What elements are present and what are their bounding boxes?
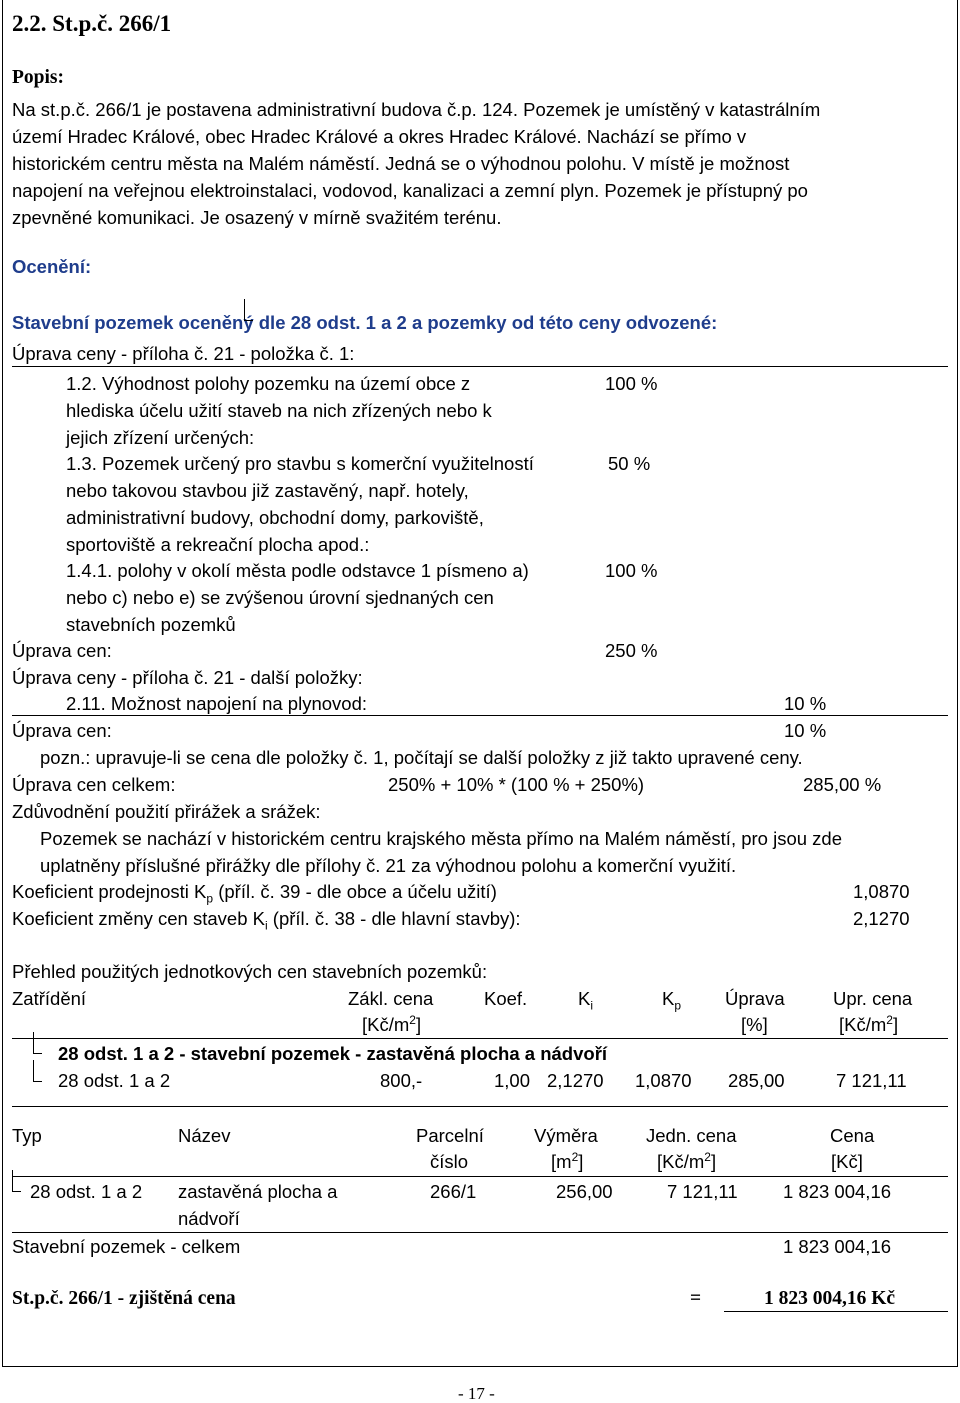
final-value: 1 823 004,16 Kč	[764, 1288, 896, 1309]
t2-head-jedn-unit: $[Kč/m^2]$	[657, 1149, 717, 1172]
item-line: jejich zřízení určených:	[66, 427, 255, 448]
divider	[12, 1038, 948, 1039]
item-line: 2.11. Možnost napojení na plynovod:	[66, 693, 368, 714]
uprava-cen-label: Úprava cen:	[12, 720, 112, 741]
uprava-cen-label: Úprava cen:	[12, 640, 112, 661]
popis-line: území Hradec Králové, obec Hradec Králové a okres Hradec Králové. Nachází se přímo v	[12, 126, 747, 147]
oceneni-label: Ocenění:	[12, 256, 92, 277]
divider	[12, 1176, 948, 1177]
t1-cell-uprava: 285,00	[728, 1070, 785, 1091]
zduvodneni-line: uplatněny příslušné přirážky dle přílohy č. 21 za výhodnou polohu a komerční využití.	[40, 855, 737, 876]
prehled-label: Přehled použitých jednotkových cen stavebních pozemků:	[12, 961, 488, 982]
t2-head-parc2: číslo	[430, 1151, 469, 1172]
section-mark	[33, 1032, 42, 1054]
divider	[12, 1232, 948, 1233]
t2-total-value: 1 823 004,16	[783, 1236, 892, 1257]
koeficient-ki-value: 2,1270	[853, 908, 910, 929]
t2-head-typ: Typ	[12, 1125, 42, 1146]
divider	[12, 366, 948, 367]
t1-head-zatrideni: Zatřídění	[12, 988, 87, 1009]
koeficient-ki: Koeficient změny cen staveb $K_i$ (příl. č. 38 - dle hlavní stavby):	[12, 908, 521, 933]
t2-head-jedn: Jedn. cena	[646, 1125, 737, 1146]
uprava-title: Úprava ceny - příloha č. 21 - položka č. 1:	[12, 343, 355, 364]
item-value: 100 %	[605, 373, 658, 394]
section-heading: 2.2. St.p.č. 266/1	[12, 11, 172, 36]
t1-head-uprava: Úprava	[725, 988, 785, 1009]
t2-head-vym-unit: $[m^2]$	[551, 1149, 584, 1172]
t1-cell-zakl: 800,-	[380, 1070, 423, 1091]
t2-cell-nazev: zastavěná plocha a	[178, 1181, 338, 1202]
t1-head-koef: Koef.	[484, 988, 528, 1009]
t2-head-cena-unit: [Kč]	[831, 1151, 863, 1172]
final-underline	[724, 1311, 948, 1312]
celkem-label: Úprava cen celkem:	[12, 774, 176, 795]
t1-cell-koef: 1,00	[494, 1070, 531, 1091]
divider	[12, 1106, 948, 1107]
t1-cell-upr: 7 121,11	[836, 1070, 907, 1091]
t1-head-upr-cena: Upr. cena	[833, 988, 913, 1009]
pozn-note: pozn.: upravuje-li se cena dle položky č. 1, počítají se další položky z již takto upravené ceny.	[40, 747, 803, 768]
t2-cell-vym: 256,00	[556, 1181, 613, 1202]
uprava-title: Úprava ceny - příloha č. 21 - další položky:	[12, 667, 363, 688]
item-line: hlediska účelu užití staveb na nich zřízených nebo k	[66, 400, 492, 421]
t1-head-kp: $K_p$	[662, 988, 682, 1013]
page-number: - 17 -	[458, 1384, 495, 1403]
item-value: 50 %	[608, 453, 651, 474]
koeficient-kp: Koeficient prodejnosti $K_p$ (příl. č. 39 - dle obce a účelu užití)	[12, 881, 497, 906]
t2-cell-nazev2: nádvoří	[178, 1208, 240, 1229]
popis-label: Popis:	[12, 67, 65, 88]
section-mark	[33, 1060, 42, 1082]
stavebni-pozemek-heading: Stavební pozemek oceněný dle 28 odst. 1 a 2 a pozemky od této ceny odvozené:	[12, 312, 718, 333]
koeficient-kp-value: 1,0870	[853, 881, 910, 902]
t2-head-parc: Parcelní	[416, 1125, 484, 1146]
divider	[12, 715, 948, 716]
final-label: St.p.č. 266/1 - zjištěná cena	[12, 1288, 236, 1309]
t2-head-nazev: Název	[178, 1125, 231, 1146]
t1-head-uprava-unit: [%]	[741, 1014, 768, 1035]
t1-head-zakl-unit: $[Kč/m^2]$	[362, 1012, 422, 1035]
final-eq: =	[690, 1288, 702, 1309]
t2-cell-typ: 28 odst. 1 a 2	[30, 1181, 143, 1202]
t2-cell-cena: 1 823 004,16	[783, 1181, 892, 1202]
popis-line: napojení na veřejnou elektroinstalaci, vodovod, kanalizaci a zemní plyn. Pozemek je přístupný po	[12, 180, 808, 201]
celkem-formula: 250% + 10% * (100 % + 250%)	[388, 774, 645, 795]
t1-cell-kp: 1,0870	[635, 1070, 692, 1091]
t1-group-heading: 28 odst. 1 a 2 - stavební pozemek - zastavěná plocha a nádvoří	[58, 1043, 608, 1064]
item-line: nebo takovou stavbou již zastavěný, např. hotely,	[66, 480, 469, 501]
item-line: stavebních pozemků	[66, 614, 236, 635]
section-mark	[12, 1170, 21, 1192]
t2-head-vym: Výměra	[534, 1125, 598, 1146]
celkem-value: 285,00 %	[803, 774, 882, 795]
t2-cell-jedn: 7 121,11	[667, 1181, 738, 1202]
t1-head-ki: $K_i$	[578, 988, 594, 1013]
item-value: 10 %	[784, 693, 827, 714]
zduvodneni-line: Pozemek se nachází v historickém centru krajského města přímo na Malém náměstí, pro jsou zde	[40, 828, 843, 849]
item-line: 1.2. Výhodnost polohy pozemku na území obce z	[66, 373, 471, 394]
item-line: 1.3. Pozemek určený pro stavbu s komerční využitelností	[66, 453, 534, 474]
popis-line: Na st.p.č. 266/1 je postavena administrativní budova č.p. 124. Pozemek je umístěný v katastrálním	[12, 99, 821, 120]
uprava-cen-value: 250 %	[605, 640, 658, 661]
uprava-cen-value: 10 %	[784, 720, 827, 741]
t1-head-zakl: Zákl. cena	[348, 988, 434, 1009]
item-line: 1.4.1. polohy v okolí města podle odstavce 1 písmeno a)	[66, 560, 529, 581]
zduvodneni-label: Zdůvodnění použití přirážek a srážek:	[12, 801, 321, 822]
t2-cell-parc: 266/1	[430, 1181, 477, 1202]
section-mark	[244, 299, 253, 321]
popis-line: historickém centru města na Malém náměstí. Jedná se o výhodnou polohu. V místě je možnost	[12, 153, 790, 174]
item-value: 100 %	[605, 560, 658, 581]
t2-head-cena: Cena	[830, 1125, 875, 1146]
item-line: sportoviště a rekreační plocha apod.:	[66, 534, 370, 555]
t1-cell-ki: 2,1270	[547, 1070, 604, 1091]
item-line: nebo c) nebo e) se zvýšenou úrovní sjednaných cen	[66, 587, 494, 608]
item-line: administrativní budovy, obchodní domy, parkoviště,	[66, 507, 484, 528]
t2-total-label: Stavební pozemek - celkem	[12, 1236, 241, 1257]
t1-head-upr-cena-unit: $[Kč/m^2]$	[839, 1012, 899, 1035]
popis-line: zpevněné komunikaci. Je osazený v mírně svažitém terénu.	[12, 207, 502, 228]
t1-cell-zatrideni: 28 odst. 1 a 2	[58, 1070, 171, 1091]
